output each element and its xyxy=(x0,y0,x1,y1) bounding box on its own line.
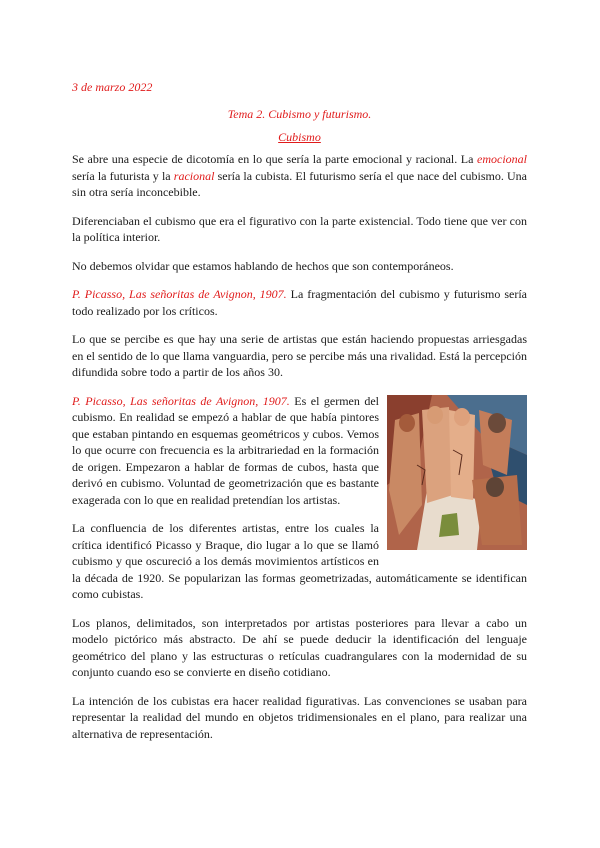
paragraph-7: La confluencia de los diferentes artistas, entre los cuales la crítica identificó Picasso y Braque, dio lugar a lo que se llamó cubismo y que oscureció a los demás movimientos artísticos en la década de 1920. Se popularizan las formas geometrizadas, automáticamente se identifican como cubistas. xyxy=(72,521,527,601)
head-center-left xyxy=(427,406,443,424)
emocional-term: emocional xyxy=(477,152,527,166)
document-page xyxy=(72,80,527,754)
artwork-reference: P. Picasso, Las señoritas de Avignon, 1907. xyxy=(72,287,287,301)
still-life xyxy=(439,513,459,537)
head-left xyxy=(399,414,415,432)
artwork-reference-2: P. Picasso, Las señoritas de Avignon, 1907. xyxy=(72,393,290,408)
paragraph-1 xyxy=(72,151,527,201)
paragraph-4 xyxy=(72,286,527,319)
paragraph-1-text-c: sería la cubista. El futurismo sería el que nace del cubismo. Una sin otra sería inconcebible. xyxy=(72,168,527,199)
paragraph-5: Lo que se percibe es que hay una serie de artistas que están haciendo propuestas arriesgadas en el sentido de lo que llama vanguardia, pero se percibe más una rivalidad. Está la percepción difundida sobre todo a partir de los años 30. xyxy=(72,332,527,379)
paragraph-4-text: La fragmentación del cubismo y futurismo sería todo realizado por los críticos. xyxy=(72,287,527,318)
paragraph-2: Diferenciaban el cubismo que era el figurativo con la parte existencial. Todo tiene que ver con la política interior. xyxy=(72,213,527,244)
head-center xyxy=(454,408,470,426)
paragraph-8: Los planos, delimitados, son interpretados por artistas posteriores para llevar a cabo un modelo pictórico más abstracto. De ahí se puede deducir la identificación del lenguaje geométrico del plano y las estructuras o retículas cuadrangulares con la modernidad de su conjunto cuando eso se convierte en diseño cotidiano. xyxy=(72,615,527,679)
paragraph-9: La intención de los cubistas era hacer realidad figurativas. Las convenciones se usaban para representar la realidad del mundo en objetos tridimensionales en el plano, para realizar una alternativa de representación. xyxy=(72,693,527,741)
mask-head-lower xyxy=(486,477,504,497)
racional-term: racional xyxy=(173,168,215,183)
page-title: Tema 2. Cubismo y futurismo. xyxy=(227,107,372,121)
paragraph-1-text-a: Se abre una especie de dicotomía en lo que sería la parte emocional y racional. La xyxy=(72,152,477,166)
painting-image xyxy=(387,395,527,550)
mask-head-right xyxy=(488,413,506,433)
paragraph-3: No debemos olvidar que estamos hablando de hechos que son contemporáneos. xyxy=(72,258,454,273)
paragraph-6-text: Es el germen del cubismo. En realidad se empezó a hablar de que había pintores que estaban pintando en esquemas geométricos y cubos. Vemos lo que ocurre con frecuencia es la arbitrariedad en la formación de origen. Empezaron a hablar de formas de cubos, hasta que derivó en cubismo. Voluntad de geometrización que es bastante exagerada con lo que en realidad pretendían los artistas. xyxy=(72,393,379,507)
section-title: Cubismo xyxy=(278,130,321,144)
date: 3 de marzo 2022 xyxy=(72,80,153,94)
paragraph-1-text-b: sería la futurista y la xyxy=(72,168,174,183)
